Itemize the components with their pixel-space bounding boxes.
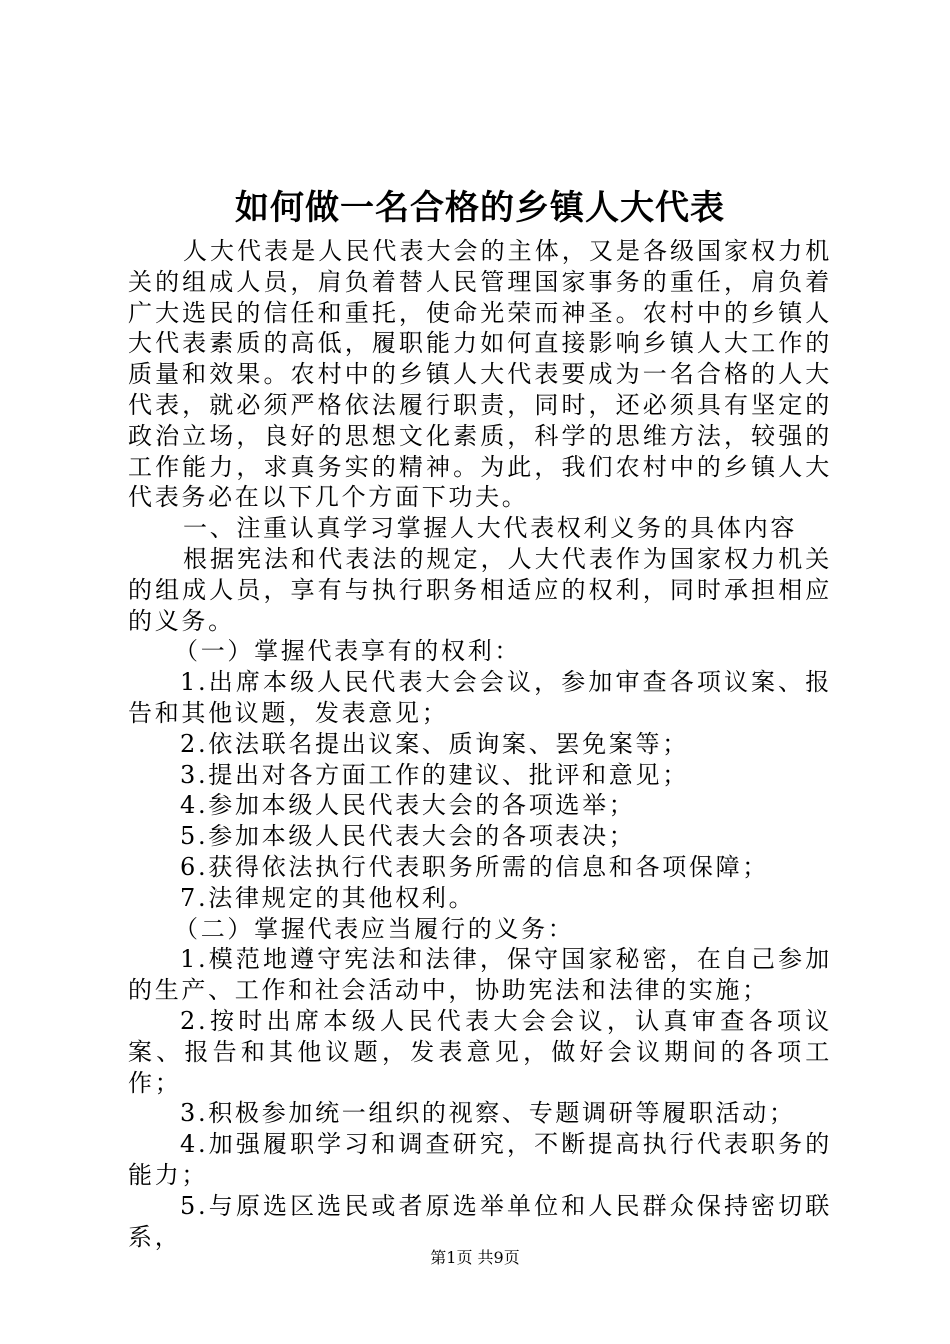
duties-list-item: 1.模范地遵守宪法和法律，保守国家秘密，在自己参加的生产、工作和社会活动中，协助宪法和法律的实施；	[128, 945, 832, 1005]
duties-list-item: 2.按时出席本级人民代表大会会议，认真审查各项议案、报告和其他议题，发表意见，做好会议期间的各项工作；	[128, 1006, 832, 1097]
rights-list-item: 1.出席本级人民代表大会会议，参加审查各项议案、报告和其他议题，发表意见；	[128, 668, 832, 727]
rights-list-item: 3.提出对各方面工作的建议、批评和意见；	[180, 760, 689, 789]
intro-paragraph: 人大代表是人民代表大会的主体，又是各级国家权力机关的组成人员，肩负着替人民管理国家事务的重任，肩负着广大选民的信任和重托，使命光荣而神圣。农村中的乡镇人大代表素质的高低，履职能力如何直接影响乡镇人大工作的质量和效果。农村中的乡镇人大代表要成为一名合格的人大代表，就必须严格依法履行职责，同时，还必须具有坚定的政治立场，良好的思想文化素质，科学的思维方法，较强的工作能力，求真务实的精神。为此，我们农村中的乡镇人大代表务必在以下几个方面下功夫。	[128, 237, 832, 512]
rights-list-item: 2.依法联名提出议案、质询案、罢免案等；	[180, 729, 689, 758]
rights-list-item: 7.法律规定的其他权利。	[180, 883, 476, 912]
document-body	[128, 236, 832, 1252]
duties-list-item: 4.加强履职学习和调查研究，不断提高执行代表职务的能力；	[128, 1130, 832, 1189]
document-title: 如何做一名合格的乡镇人大代表	[235, 188, 725, 228]
page-footer: 第1页 共9页	[430, 1248, 520, 1267]
duties-list-item: 5.与原选区选民或者原选举单位和人民群众保持密切联系，	[128, 1191, 832, 1251]
rights-list-item: 6.获得依法执行代表职务所需的信息和各项保障；	[180, 852, 769, 881]
subsection-heading-duties: （二）掌握代表应当履行的义务：	[174, 914, 575, 943]
rights-list-item: 4.参加本级人民代表大会的各项选举；	[180, 791, 636, 820]
section-heading-1: 一、注重认真学习掌握人大代表权利义务的具体内容	[183, 514, 798, 543]
rights-list-item: 5.参加本级人民代表大会的各项表决；	[180, 822, 636, 851]
duties-list-item: 3.积极参加统一组织的视察、专题调研等履职活动；	[180, 1099, 796, 1128]
subsection-heading-rights: （一）掌握代表享有的权利：	[174, 637, 522, 666]
body-paragraph: 根据宪法和代表法的规定，人大代表作为国家权力机关的组成人员，享有与执行职务相适应的权利，同时承担相应的义务。	[128, 544, 832, 635]
